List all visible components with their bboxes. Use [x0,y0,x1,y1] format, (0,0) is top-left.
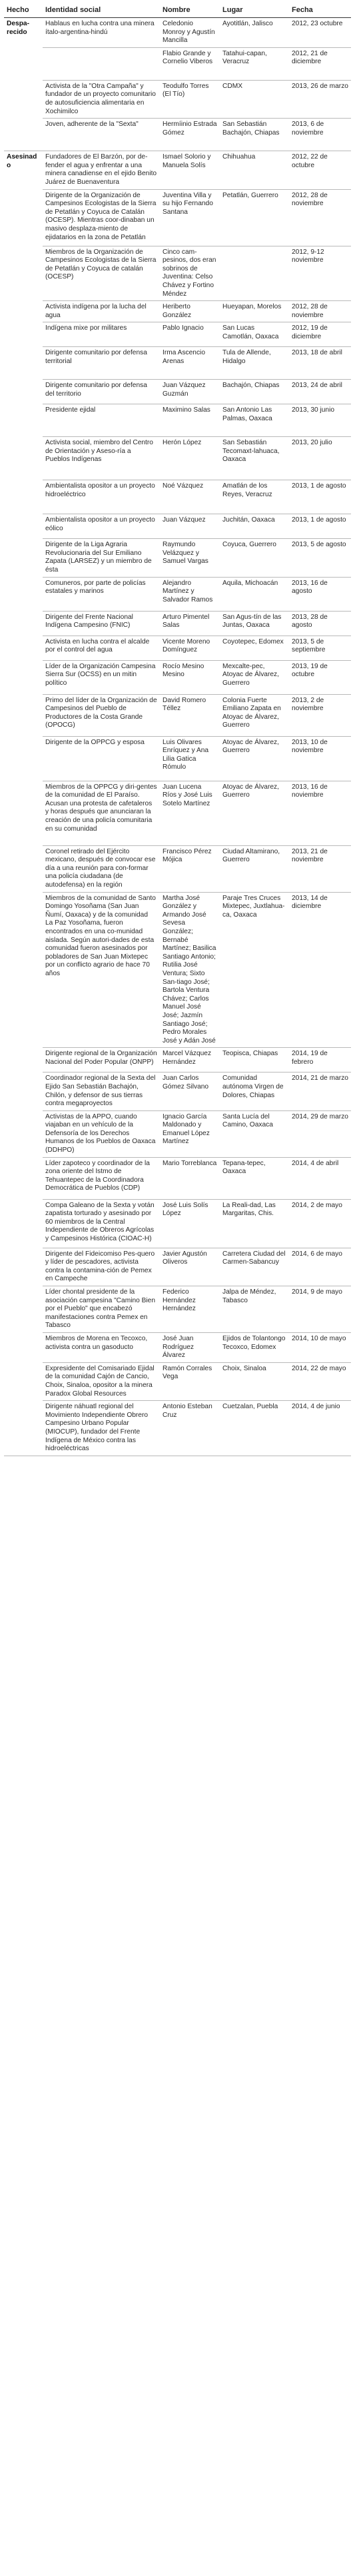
cell-hecho [4,892,43,1048]
cell-fecha: 2012, 19 de diciembre [289,322,351,347]
cell-lugar: Tula de Allende, Hidalgo [220,347,289,380]
cell-nombre: José Luis Solís López [160,1199,220,1248]
cell-nombre: Juventina Villa y su hijo Fernando Santana [160,189,220,246]
cell-nombre: Juan Carlos Gómez Silvano [160,1073,220,1110]
cell-lugar: Ciudad Altamirano, Guerrero [220,845,289,892]
header-fecha: Fecha [289,4,351,18]
cell-nombre: Juan Vázquez Guzmán [160,380,220,404]
cell-lugar: La Reali-dad, Las Margaritas, Chis. [220,1199,289,1248]
cell-identidad: Ambientalista opositor a un proyecto eólico [43,514,160,539]
cell-hecho [4,636,43,660]
cell-fecha: 2013, 1 de agosto [289,514,351,539]
cell-identidad: Presidente ejidal [43,404,160,437]
cell-lugar: Mexcalte-pec, Atoyac de Álvarez, Guerrero [220,660,289,694]
cell-identidad: Expresidente del Comisariado Ejidal de la comunidad Cajón de Cancio, Choix, Sinaloa, opositor a la minera Paradox Global Resources [43,1362,160,1400]
cell-identidad: Hablaus en lucha contra una minera ítalo-argentina-hindú [43,18,160,48]
cell-lugar: Carretera Ciudad del Carmen-Sabancuy [220,1248,289,1286]
cell-hecho [4,845,43,892]
cell-lugar: Atoyac de Álvarez, Guerrero [220,736,289,781]
cell-fecha: 2013, 5 de agosto [289,539,351,577]
cell-lugar: Colonia Fuerte Emiliano Zapata en Atoyac de Álvarez, Guerrero [220,694,289,736]
table-row [4,1110,351,1157]
cell-identidad: Activistas de la APPO, cuando viajaban en un vehículo de la Defensoría de los Derechos Humanos de los Pueblos de Oaxaca (DDHPO) [43,1110,160,1157]
cell-hecho [4,1048,43,1073]
cell-nombre: Flabio Grande y Cornelio Viberos [160,47,220,80]
cell-identidad: Primo del líder de la Organización de Campesinos del Pueblo de Productores de la Costa Grande (OPOCG) [43,694,160,736]
table-row [4,189,351,246]
cell-nombre: José Juan Rodríguez Álvarez [160,1333,220,1363]
cell-lugar: Santa Lucía del Camino, Oaxaca [220,1110,289,1157]
cell-lugar: Coyotepec, Edomex [220,636,289,660]
cell-hecho: Despa-recido [7,20,29,36]
cell-nombre: Mario Torreblanca [160,1157,220,1199]
table-row [4,514,351,539]
cell-hecho [4,1401,43,1456]
cell-lugar: Aquila, Michoacán [220,577,289,611]
cell-identidad: Dirigente de la Organización de Campesinos Ecologistas de la Sierra de Petatlán y Coyuca de Catalán (OCESP). Mientras coor-dinaban un masivo desplaza-miento de ejidatarios en la zona de Petatlán [43,189,160,246]
table-row [4,1362,351,1400]
table-row [4,736,351,781]
table-row [4,47,351,80]
cell-fecha: 2013, 28 de agosto [289,611,351,636]
cell-nombre: Vicente Moreno Domínguez [160,636,220,660]
cell-lugar: Bachajón, Chiapas [220,380,289,404]
table-row [4,1286,351,1333]
cell-lugar: Chihuahua [220,151,289,189]
cell-fecha: 2014, 29 de marzo [289,1110,351,1157]
cell-identidad [43,47,160,80]
table-body [4,18,351,1456]
cell-identidad: Líder de la Organización Campesina Sierra Sur (OCSS) en un mitin político [43,660,160,694]
cell-fecha: 2014, 2 de mayo [289,1199,351,1248]
cell-lugar: Atoyac de Álvarez, Guerrero [220,781,289,845]
cell-hecho [4,577,43,611]
cell-fecha: 2013, 19 de octubre [289,660,351,694]
header-hecho: Hecho [4,4,43,18]
cell-fecha: 2013, 20 julio [289,437,351,480]
cell-nombre: Javier Agustón Oliveros [160,1248,220,1286]
cell-fecha: 2014, 4 de junio [289,1401,351,1456]
table-row [4,119,351,151]
cell-fecha: 2012, 23 octubre [289,18,351,48]
cell-identidad: Dirigente comunitario por defensa del territorio [43,380,160,404]
cell-lugar: Teopisca, Chiapas [220,1048,289,1073]
cell-identidad: Joven, adherente de la "Sexta" [43,119,160,151]
cell-nombre: Francisco Pérez Mójica [160,845,220,892]
cell-lugar: San Sebastián Bachajón, Chiapas [220,119,289,151]
cell-identidad: Dirigente comunitario por defensa territorial [43,347,160,380]
cell-nombre: Irma Ascencio Arenas [160,347,220,380]
table-row [4,437,351,480]
cell-hecho [4,694,43,736]
table-row [4,151,351,189]
cell-lugar: Tatahui-capan, Veracruz [220,47,289,80]
table-row [4,347,351,380]
cell-lugar: Choix, Sinaloa [220,1362,289,1400]
table-row [4,301,351,322]
table-row [4,480,351,514]
cell-nombre: Martha José González y Armando José Sevesa González; Bernabé Martínez; Basilica Santiago Antonio; Rutilia José Ventura; Sixto San-tiago José; Bartola Ventura Chávez; Carlos Manuel José José; Jazmín Santiago José; Pedro Morales José y Adán José [160,892,220,1048]
cell-identidad: Activista social, miembro del Centro de Orientación y Aseso-ría a Pueblos Indígenas [43,437,160,480]
cell-nombre: Pablo Ignacio [160,322,220,347]
cell-identidad: Coronel retirado del Ejército mexicano, después de convocar ese día a una reunión para con-formar una policía ciudadana (de autodefensa) en la región [43,845,160,892]
cell-lugar: Cuetzalan, Puebla [220,1401,289,1456]
cell-hecho [4,322,43,347]
cell-nombre: Juan Vázquez [160,514,220,539]
cell-hecho [4,781,43,845]
cell-nombre: Cinco cam-pesinos, dos eran sobrinos de Juventina: Celso Chávez y Fortino Méndez [160,246,220,301]
cell-fecha: 2013, 14 de diciembre [289,892,351,1048]
cell-fecha: 2014, 4 de abril [289,1157,351,1199]
cell-fecha: 2012, 28 de noviembre [289,301,351,322]
cell-fecha: 2014, 9 de mayo [289,1286,351,1333]
cell-identidad: Miembros de Morena en Tecoxco, activista contra un gasoducto [43,1333,160,1363]
cell-fecha: 2013, 18 de abril [289,347,351,380]
table-row [4,18,351,48]
cell-fecha: 2013, 6 de noviembre [289,119,351,151]
cell-lugar: Hueyapan, Morelos [220,301,289,322]
cell-identidad: Miembros de la OPPCG y diri-gentes de la comunidad de El Paraíso. Acusan una protesta de cafetaleros y horas después que anunciaran la creación de una policía comunitaria en su comunidad [43,781,160,845]
cell-nombre: Luis Olivares Enríquez y Ana Lilia Gatica Rómulo [160,736,220,781]
cell-lugar: San Agus-tín de las Juntas, Oaxaca [220,611,289,636]
cell-fecha: 2012, 9-12 noviembre [289,246,351,301]
table-row [4,1048,351,1073]
cell-fecha: 2013, 24 de abril [289,380,351,404]
cell-hecho [4,1199,43,1248]
cell-identidad: Ambientalista opositor a un proyecto hidroeléctrico [43,480,160,514]
cell-hecho [4,1157,43,1199]
table-row [4,577,351,611]
table-row [4,694,351,736]
cell-fecha: 2013, 10 de noviembre [289,736,351,781]
cell-identidad: Dirigente del Frente Nacional Indígena Campesino (FNIC) [43,611,160,636]
table-row [4,781,351,845]
cell-fecha: 2013, 30 junio [289,404,351,437]
cell-lugar: Paraje Tres Cruces Mixtepec, Juxtlahua-ca, Oaxaca [220,892,289,1048]
table-row [4,404,351,437]
cell-lugar: Ejidos de Tolantongo Tecoxco, Edomex [220,1333,289,1363]
cell-hecho [4,437,43,480]
cell-identidad: Dirigente de la Liga Agraria Revolucionaria del Sur Emiliano Zapata (LARSEZ) y un miembro de ésta [43,539,160,577]
cell-nombre: Federico Hernández Hernández [160,1286,220,1333]
cell-identidad: Coordinador regional de la Sexta del Ejido San Sebastián Bachajón, Chilón, y defensor de sus tierras contra megaproyectos [43,1073,160,1110]
cell-identidad: Dirigente regional de la Organización Nacional del Poder Popular (ONPP) [43,1048,160,1073]
table-row [4,1248,351,1286]
cell-nombre: Heriberto González [160,301,220,322]
cell-nombre: Teodulfo Torres (El Tío) [160,80,220,118]
table-row [4,1401,351,1456]
cell-hecho [4,189,43,246]
cell-hecho [4,1333,43,1363]
table-row [4,1199,351,1248]
cell-fecha: 2012, 22 de octubre [289,151,351,189]
header-identidad: Identidad social [43,4,160,18]
table-row [4,1073,351,1110]
cell-fecha: 2014, 19 de febrero [289,1048,351,1073]
cell-hecho [4,539,43,577]
cell-identidad: Líder chontal presidente de la asociación campesina "Camino Bien por el Pueblo" que encabezó manifestaciones contra Pemex en Tabasco [43,1286,160,1333]
cell-lugar: Tepana-tepec, Oaxaca [220,1157,289,1199]
table-row [4,322,351,347]
cell-identidad: Dirigente de la OPPCG y esposa [43,736,160,781]
header-nombre: Nombre [160,4,220,18]
cell-nombre: Ismael Solorio y Manuela Solís [160,151,220,189]
cell-hecho [4,1286,43,1333]
cell-identidad: Comuneros, por parte de policías estatales y marinos [43,577,160,611]
cell-fecha: 2014, 10 de mayo [289,1333,351,1363]
cell-lugar: San Antonio Las Palmas, Oaxaca [220,404,289,437]
cell-hecho [4,736,43,781]
table-row [4,80,351,118]
cell-hecho [4,246,43,301]
table-row [4,611,351,636]
table-row [4,636,351,660]
cell-nombre: Noé Vázquez [160,480,220,514]
cell-nombre: Antonio Esteban Cruz [160,1401,220,1456]
cell-lugar: Amatlán de los Reyes, Veracruz [220,480,289,514]
cell-nombre: Alejandro Martínez y Salvador Ramos [160,577,220,611]
cell-identidad: Activista indígena por la lucha del agua [43,301,160,322]
cell-hecho [4,1110,43,1157]
cell-lugar: Ayotitlán, Jalisco [220,18,289,48]
cell-fecha: 2012, 21 de diciembre [289,47,351,80]
cell-identidad: Líder zapoteco y coordinador de la zona oriente del Istmo de Tehuantepec de la Coordinadora Democrática de Pueblos (CDP) [43,1157,160,1199]
cell-identidad: Indígena mixe por militares [43,322,160,347]
cell-fecha: 2014, 21 de marzo [289,1073,351,1110]
cell-nombre: Rocío Mesino Mesino [160,660,220,694]
cell-lugar: Coyuca, Guerrero [220,539,289,577]
table-row [4,380,351,404]
cell-identidad: Dirigente náhuatl regional del Movimiento Independiente Obrero Campesino Urbano Popular (MIOCUP), fundador del Frente Indígena de México contra las hidroeléctricas [43,1401,160,1456]
cell-identidad: Dirigente del Fideicomiso Pes-quero y líder de pescadores, activista contra la contamina-ción de Pemex en Campeche [43,1248,160,1286]
cell-lugar: Comunidad autónoma Virgen de Dolores, Chiapas [220,1073,289,1110]
cell-lugar: CDMX [220,80,289,118]
cell-hecho [4,119,43,151]
cell-lugar: San Sebastián Tecomaxt-lahuaca, Oaxaca [220,437,289,480]
cell-hecho [4,347,43,380]
table-row [4,1333,351,1363]
cell-identidad: Compa Galeano de la Sexta y votán zapatista torturado y asesinado por 60 miembros de la Central Independiente de Obreros Agrícolas y Campesinos Histórica (CIOAC-H) [43,1199,160,1248]
cell-nombre: Ignacio García Maldonado y Emanuel López Martínez [160,1110,220,1157]
cell-identidad: Activista en lucha contra el alcalde por el control del agua [43,636,160,660]
cell-nombre: Arturo Pimentel Salas [160,611,220,636]
cell-fecha: 2012, 28 de noviembre [289,189,351,246]
cell-lugar [220,246,289,301]
cell-fecha: 2013, 16 de agosto [289,577,351,611]
cell-hecho [4,611,43,636]
table-row [4,1157,351,1199]
cell-hecho: Asesinado [4,151,43,189]
table-row [4,892,351,1048]
cell-fecha: 2013, 16 de noviembre [289,781,351,845]
cell-nombre: Ramón Corrales Vega [160,1362,220,1400]
cell-identidad: Miembros de la Organización de Campesinos Ecologistas de la Sierra de Petatlán y Coyuca de catalán (OCESP) [43,246,160,301]
cell-nombre: David Romero Téllez [160,694,220,736]
cell-lugar: Juchitán, Oaxaca [220,514,289,539]
cell-fecha: 2013, 1 de agosto [289,480,351,514]
cell-fecha: 2013, 21 de noviembre [289,845,351,892]
table-row [4,660,351,694]
table-row [4,246,351,301]
cell-fecha: 2013, 5 de septiembre [289,636,351,660]
cell-hecho [4,1073,43,1110]
cell-fecha: 2014, 22 de mayo [289,1362,351,1400]
cell-fecha: 2013, 26 de marzo [289,80,351,118]
cell-hecho [4,301,43,322]
cell-nombre: Hermíinio Estrada Gómez [160,119,220,151]
table-row [4,539,351,577]
cell-hecho [4,514,43,539]
table-row [4,845,351,892]
cell-hecho [4,660,43,694]
cell-hecho [4,1362,43,1400]
disappearances-killings-table [4,4,351,1456]
table-header [4,4,351,18]
cell-lugar: Petatlán, Guerrero [220,189,289,246]
cell-identidad: Miembros de la comunidad de Santo Domingo Yosoñama (San Juan Ñumí, Oaxaca) y de la comunidad La Paz Yosoñama, fueron encontrados en una co-munidad aislada. Según autori-dades de esta comunidad fueron asesinados por pobladores de San Juan Mixtepec por un conflicto agrario de hace 70 años [43,892,160,1048]
cell-nombre: Celedonio Monroy y Agustín Mancilla [160,18,220,48]
cell-hecho [4,404,43,437]
cell-nombre: Maximino Salas [160,404,220,437]
cell-nombre: Marcel Vázquez Hernández [160,1048,220,1073]
cell-nombre: Raymundo Velázquez y Samuel Vargas [160,539,220,577]
cell-hecho [4,80,43,118]
header-lugar: Lugar [220,4,289,18]
cell-nombre: Juan Lucena Ríos y José Luis Sotelo Martínez [160,781,220,845]
cell-identidad: Fundadores de El Barzón, por de-fender el agua y enfrentar a una minera canadiense en el ejido Benito Juárez de Buenaventura [43,151,160,189]
cell-hecho [4,47,43,80]
cell-lugar: Jalpa de Méndez, Tabasco [220,1286,289,1333]
cell-hecho [4,480,43,514]
cell-nombre: Herón López [160,437,220,480]
cell-hecho [4,1248,43,1286]
cell-identidad: Activista de la "Otra Campaña" y fundador de un proyecto comunitario de autosuficiencia alimentaria en Xochimilco [43,80,160,118]
cell-fecha: 2013, 2 de noviembre [289,694,351,736]
cell-hecho [4,380,43,404]
cell-fecha: 2014, 6 de mayo [289,1248,351,1286]
cell-lugar: San Lucas Camotlán, Oaxaca [220,322,289,347]
